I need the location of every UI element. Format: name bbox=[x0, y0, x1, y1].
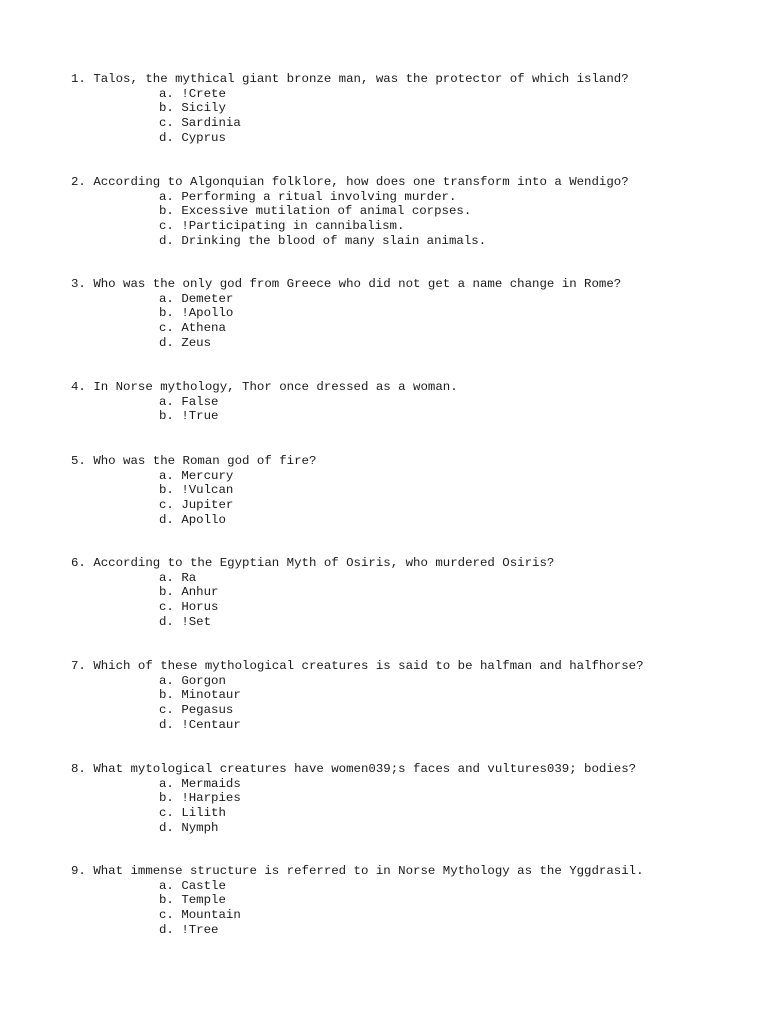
question-line bbox=[71, 556, 748, 571]
option-text: Excessive mutilation of animal corpses. bbox=[181, 204, 472, 219]
question-5 bbox=[71, 454, 748, 527]
option-text: Pegasus bbox=[181, 703, 234, 718]
question-number: 1. bbox=[71, 72, 86, 86]
option-c bbox=[159, 498, 748, 513]
option-letter: b. bbox=[159, 483, 174, 498]
option-text: Performing a ritual involving murder. bbox=[181, 189, 457, 204]
option-letter: d. bbox=[159, 335, 174, 350]
option-letter: a. bbox=[159, 468, 174, 483]
option-text: Zeus bbox=[181, 335, 212, 350]
question-line bbox=[71, 762, 748, 777]
question-4 bbox=[71, 380, 748, 424]
option-b bbox=[159, 688, 748, 703]
option-text: Mercury bbox=[181, 468, 234, 483]
question-2 bbox=[71, 175, 748, 248]
option-b bbox=[159, 409, 748, 424]
option-a bbox=[159, 469, 748, 484]
option-letter: a. bbox=[159, 394, 174, 409]
option-d bbox=[159, 336, 748, 351]
question-8 bbox=[71, 762, 748, 835]
question-line bbox=[71, 454, 748, 469]
option-text: False bbox=[181, 394, 219, 409]
option-b bbox=[159, 101, 748, 116]
option-list bbox=[159, 395, 748, 424]
question-number: 6. bbox=[71, 556, 86, 570]
question-3 bbox=[71, 277, 748, 350]
question-line bbox=[71, 277, 748, 292]
option-b bbox=[159, 483, 748, 498]
option-text: Anhur bbox=[181, 585, 219, 600]
option-d bbox=[159, 923, 748, 938]
question-line bbox=[71, 175, 748, 190]
question-number: 9. bbox=[71, 864, 86, 878]
question-text: What mytological creatures have women039;s faces and vultures039; bodies? bbox=[93, 762, 637, 776]
option-d bbox=[159, 615, 748, 630]
option-letter: d. bbox=[159, 130, 174, 145]
question-line bbox=[71, 380, 748, 395]
option-text: Demeter bbox=[181, 291, 234, 306]
option-a bbox=[159, 777, 748, 792]
option-letter: a. bbox=[159, 570, 174, 585]
option-letter: b. bbox=[159, 688, 174, 703]
option-letter: d. bbox=[159, 922, 174, 937]
question-line bbox=[71, 659, 748, 674]
option-letter: a. bbox=[159, 86, 174, 101]
question-text: Talos, the mythical giant bronze man, was the protector of which island? bbox=[93, 72, 629, 86]
option-letter: d. bbox=[159, 717, 174, 732]
option-a bbox=[159, 190, 748, 205]
option-b bbox=[159, 585, 748, 600]
option-list bbox=[159, 87, 748, 146]
option-list bbox=[159, 777, 748, 836]
option-text: Horus bbox=[181, 600, 219, 615]
question-number: 2. bbox=[71, 175, 86, 189]
option-list bbox=[159, 292, 748, 351]
question-number: 4. bbox=[71, 380, 86, 394]
option-c bbox=[159, 116, 748, 131]
option-text: Temple bbox=[181, 893, 226, 908]
option-text: Nymph bbox=[181, 820, 219, 835]
question-text: According to the Egyptian Myth of Osiris, who murdered Osiris? bbox=[93, 556, 555, 570]
option-b bbox=[159, 204, 748, 219]
option-letter: d. bbox=[159, 614, 174, 629]
option-c bbox=[159, 703, 748, 718]
option-letter: c. bbox=[159, 116, 174, 131]
option-a bbox=[159, 571, 748, 586]
option-letter: c. bbox=[159, 600, 174, 615]
option-list bbox=[159, 879, 748, 938]
option-letter: b. bbox=[159, 585, 174, 600]
option-letter: c. bbox=[159, 219, 174, 234]
option-c bbox=[159, 600, 748, 615]
question-number: 5. bbox=[71, 454, 86, 468]
question-text: Who was the only god from Greece who did not get a name change in Rome? bbox=[93, 277, 622, 291]
option-a bbox=[159, 674, 748, 689]
option-a bbox=[159, 395, 748, 410]
option-text: Apollo bbox=[181, 512, 226, 527]
option-c bbox=[159, 908, 748, 923]
option-letter: d. bbox=[159, 512, 174, 527]
option-letter: a. bbox=[159, 878, 174, 893]
question-7 bbox=[71, 659, 748, 732]
option-letter: b. bbox=[159, 306, 174, 321]
option-text: !Crete bbox=[181, 86, 226, 101]
option-c bbox=[159, 321, 748, 336]
question-text: What immense structure is referred to in Norse Mythology as the Yggdrasil. bbox=[93, 864, 644, 878]
option-text: Mountain bbox=[181, 908, 241, 923]
question-9 bbox=[71, 864, 748, 937]
option-letter: d. bbox=[159, 820, 174, 835]
option-a bbox=[159, 87, 748, 102]
option-letter: b. bbox=[159, 893, 174, 908]
option-text: Athena bbox=[181, 321, 226, 336]
option-text: !Harpies bbox=[181, 791, 241, 806]
option-b bbox=[159, 306, 748, 321]
question-text: In Norse mythology, Thor once dressed as a woman. bbox=[93, 380, 458, 394]
option-letter: b. bbox=[159, 791, 174, 806]
option-b bbox=[159, 893, 748, 908]
option-text: !Vulcan bbox=[181, 483, 234, 498]
option-letter: c. bbox=[159, 806, 174, 821]
question-text: Which of these mythological creatures is said to be halfman and halfhorse? bbox=[93, 659, 644, 673]
option-text: Minotaur bbox=[181, 688, 241, 703]
option-letter: d. bbox=[159, 233, 174, 248]
question-line bbox=[71, 864, 748, 879]
option-text: Castle bbox=[181, 878, 226, 893]
option-letter: b. bbox=[159, 409, 174, 424]
question-number: 3. bbox=[71, 277, 86, 291]
option-d bbox=[159, 718, 748, 733]
option-list bbox=[159, 190, 748, 249]
option-text: Mermaids bbox=[181, 776, 241, 791]
option-text: !Tree bbox=[181, 922, 219, 937]
option-d bbox=[159, 821, 748, 836]
option-text: !Apollo bbox=[181, 306, 234, 321]
option-text: Lilith bbox=[181, 806, 226, 821]
question-number: 7. bbox=[71, 659, 86, 673]
option-c bbox=[159, 219, 748, 234]
option-letter: c. bbox=[159, 498, 174, 513]
option-text: Sardinia bbox=[181, 116, 241, 131]
option-d bbox=[159, 513, 748, 528]
option-a bbox=[159, 292, 748, 307]
option-text: Drinking the blood of many slain animals. bbox=[181, 233, 487, 248]
question-6 bbox=[71, 556, 748, 629]
question-text: According to Algonquian folklore, how does one transform into a Wendigo? bbox=[93, 175, 629, 189]
option-text: !True bbox=[181, 409, 219, 424]
option-text: Gorgon bbox=[181, 673, 226, 688]
question-1 bbox=[71, 72, 748, 145]
option-letter: a. bbox=[159, 291, 174, 306]
option-letter: c. bbox=[159, 908, 174, 923]
option-letter: c. bbox=[159, 703, 174, 718]
option-letter: a. bbox=[159, 189, 174, 204]
option-letter: b. bbox=[159, 204, 174, 219]
option-d bbox=[159, 234, 748, 249]
option-text: !Participating in cannibalism. bbox=[181, 219, 405, 234]
question-text: Who was the Roman god of fire? bbox=[93, 454, 317, 468]
option-text: Jupiter bbox=[181, 498, 234, 513]
option-text: !Set bbox=[181, 614, 212, 629]
option-list bbox=[159, 469, 748, 528]
option-text: Ra bbox=[181, 570, 197, 585]
option-letter: b. bbox=[159, 101, 174, 116]
option-d bbox=[159, 131, 748, 146]
option-text: Cyprus bbox=[181, 130, 226, 145]
option-letter: a. bbox=[159, 776, 174, 791]
option-text: Sicily bbox=[181, 101, 226, 116]
option-list bbox=[159, 571, 748, 630]
option-a bbox=[159, 879, 748, 894]
option-letter: a. bbox=[159, 673, 174, 688]
option-b bbox=[159, 791, 748, 806]
option-letter: c. bbox=[159, 321, 174, 336]
option-c bbox=[159, 806, 748, 821]
option-text: !Centaur bbox=[181, 717, 241, 732]
question-line bbox=[71, 72, 748, 87]
question-number: 8. bbox=[71, 762, 86, 776]
option-list bbox=[159, 674, 748, 733]
